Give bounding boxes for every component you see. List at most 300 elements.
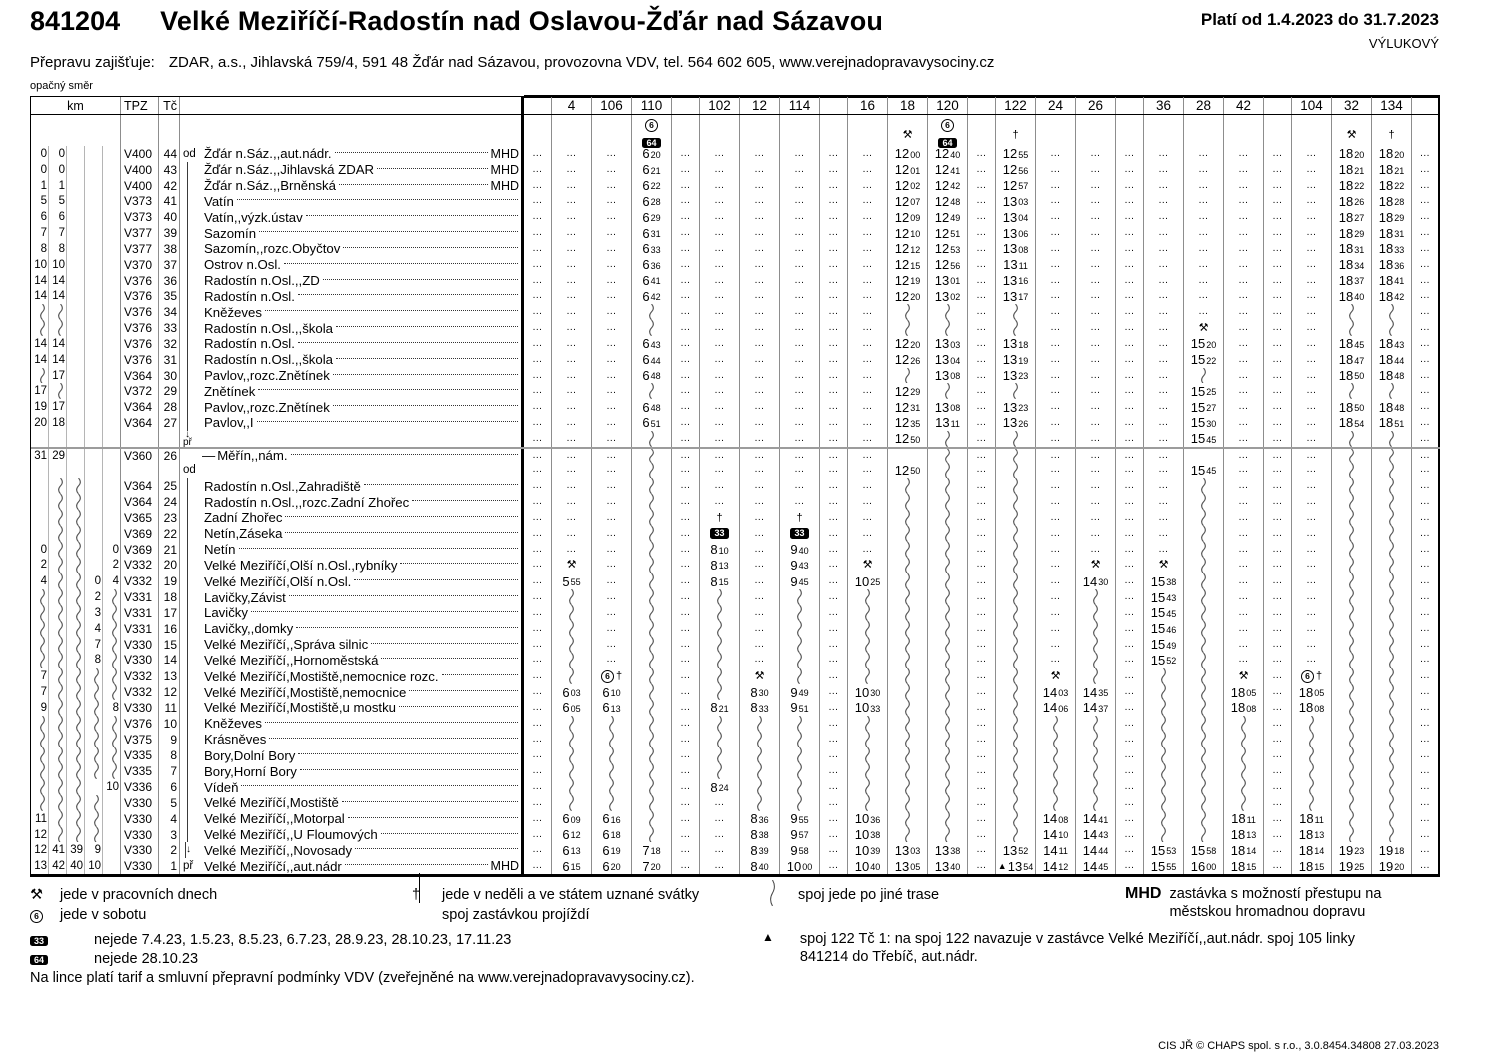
time-cell — [1224, 368, 1264, 384]
connection-number: 104 — [1292, 97, 1332, 114]
station-name: Pavlov,,rozc.Znětínek — [202, 399, 524, 415]
time-cell — [1372, 589, 1412, 605]
dotted-leader — [335, 152, 488, 153]
time-cell — [1116, 383, 1144, 399]
wave-icon — [1199, 589, 1208, 605]
wave-icon — [74, 827, 83, 843]
time-cell — [1224, 526, 1264, 542]
wave-icon — [647, 463, 656, 479]
time-value: 18 14 — [1298, 842, 1325, 858]
table-row — [31, 146, 1440, 162]
wave-icon — [903, 827, 912, 843]
wave-icon — [943, 621, 952, 637]
no-service-dots: ... — [680, 322, 691, 334]
no-service-dots: ... — [714, 480, 725, 492]
time-cell — [1224, 225, 1264, 241]
time-cell — [1332, 716, 1372, 732]
time-value: 18 15 — [1298, 858, 1325, 874]
km-cell: 0 — [49, 146, 67, 162]
time-cell — [552, 621, 592, 637]
time-cell — [1292, 589, 1332, 605]
no-service-dots: ... — [1050, 511, 1061, 523]
time-value: 19 20 — [1378, 858, 1405, 874]
no-service-dots: ... — [566, 543, 577, 555]
time-cell — [632, 383, 672, 399]
station-name: Žďár n.Sáz.,,Brněnská MHD — [202, 178, 524, 194]
time-cell — [1144, 368, 1184, 384]
time-cell — [740, 637, 780, 653]
no-service-dots: ... — [680, 274, 691, 286]
no-service-dots: ... — [532, 322, 543, 334]
time-cell — [996, 431, 1036, 447]
no-service-dots: ... — [828, 796, 839, 808]
time-cell — [592, 415, 632, 431]
km-cell — [103, 858, 121, 874]
km-cell — [31, 478, 49, 494]
time-cell — [968, 162, 996, 178]
no-service-dots: ... — [828, 147, 839, 159]
time-cell — [928, 747, 968, 763]
time-cell — [524, 399, 552, 415]
time-cell — [672, 494, 700, 510]
no-service-dots: ... — [1272, 575, 1283, 587]
no-service-dots: ... — [976, 749, 987, 761]
no-service-dots: ... — [532, 464, 543, 476]
no-service-dots: ... — [1050, 242, 1061, 254]
wave-icon — [56, 573, 65, 589]
no-service-dots: ... — [1090, 242, 1101, 254]
no-service-dots: ... — [1158, 322, 1169, 334]
wave-icon — [1011, 510, 1020, 526]
time-value: 18 21 — [1338, 162, 1365, 178]
wave-icon — [1199, 653, 1208, 669]
time-cell — [1372, 763, 1412, 779]
time-cell — [1332, 399, 1372, 415]
km-cell — [31, 368, 49, 384]
wave-icon — [1347, 811, 1356, 827]
time-cell — [1292, 368, 1332, 384]
marker-cell — [180, 653, 202, 669]
line-number: 841204 — [30, 6, 121, 36]
wave-icon — [1347, 700, 1356, 716]
time-cell — [1412, 273, 1440, 289]
legend-workdays: ⚒ jede v pracovních dnech — [30, 887, 218, 903]
time-cell — [1224, 449, 1264, 463]
no-service-dots: ... — [828, 211, 839, 223]
time-cell — [928, 494, 968, 510]
tpz-cell: V376 — [121, 304, 159, 320]
time-cell — [672, 368, 700, 384]
time-cell — [820, 241, 848, 257]
no-service-dots: ... — [566, 147, 577, 159]
no-service-dots: ... — [1420, 828, 1430, 840]
time-cell — [996, 383, 1036, 399]
no-service-dots: ... — [1050, 147, 1061, 159]
table-row — [31, 668, 1440, 684]
km-cell — [31, 605, 49, 621]
station-name: Lavičky — [202, 605, 524, 621]
km-cell: 14 — [49, 273, 67, 289]
km-cell — [103, 449, 121, 463]
dotted-leader — [258, 389, 518, 390]
wave-icon — [647, 478, 656, 494]
time-value: 9 40 — [790, 542, 809, 558]
wave-icon — [1307, 716, 1316, 732]
time-cell — [1332, 526, 1372, 542]
wave-icon — [38, 653, 47, 669]
no-service-dots: ... — [1090, 369, 1101, 381]
time-cell — [968, 352, 996, 368]
wave-icon — [38, 621, 47, 637]
wave-icon — [1199, 573, 1208, 589]
tpz-cell: V364 — [121, 494, 159, 510]
time-cell — [1264, 162, 1292, 178]
no-service-dots: ... — [828, 227, 839, 239]
time-cell — [1332, 795, 1372, 811]
time-cell — [1264, 858, 1292, 874]
time-cell — [848, 526, 888, 542]
km-cell — [103, 637, 121, 653]
time-cell — [1116, 273, 1144, 289]
wave-icon — [1091, 716, 1100, 732]
time-cell — [1264, 684, 1292, 700]
time-cell — [780, 637, 820, 653]
time-cell — [1412, 320, 1440, 336]
wave-icon — [110, 637, 119, 653]
no-service-dots: ... — [1272, 844, 1283, 856]
no-service-dots: ... — [532, 163, 543, 175]
no-service-dots: ... — [1420, 322, 1430, 334]
no-service-dots: ... — [1158, 480, 1169, 492]
time-cell — [1412, 747, 1440, 763]
time-cell — [780, 193, 820, 209]
no-service-dots: ... — [1158, 416, 1169, 428]
time-cell — [1184, 732, 1224, 748]
time-value: 15 38 — [1150, 573, 1177, 589]
time-cell — [1184, 589, 1224, 605]
no-service-dots: ... — [1306, 559, 1317, 571]
time-value: 6 44 — [642, 352, 661, 368]
table-row — [31, 716, 1440, 732]
time-cell — [1224, 605, 1264, 621]
km-cell — [103, 605, 121, 621]
km-cell — [103, 621, 121, 637]
time-cell — [1372, 368, 1412, 384]
time-cell — [1264, 383, 1292, 399]
time-cell — [672, 668, 700, 684]
no-service-dots: ... — [680, 179, 691, 191]
table-row — [31, 368, 1440, 384]
km-cell — [31, 463, 49, 479]
wave-icon — [943, 383, 952, 399]
km-cell — [49, 510, 67, 526]
time-cell — [1116, 449, 1144, 463]
km-cell — [67, 700, 85, 716]
no-service-dots: ... — [794, 242, 805, 254]
wave-icon — [1387, 431, 1396, 447]
time-cell — [1332, 573, 1372, 589]
no-service-dots: ... — [1124, 749, 1135, 761]
time-cell — [820, 193, 848, 209]
no-service-dots: ... — [714, 416, 725, 428]
no-service-dots: ... — [1090, 211, 1101, 223]
wave-icon — [647, 811, 656, 827]
time-cell — [996, 542, 1036, 558]
no-service-dots: ... — [976, 322, 987, 334]
note-64: 64 nejede 28.10.23 — [30, 949, 1439, 968]
time-cell — [888, 795, 928, 811]
no-service-dots: ... — [1272, 638, 1283, 650]
km-cell — [31, 653, 49, 669]
time-cell — [592, 193, 632, 209]
time-cell — [996, 320, 1036, 336]
time-value: 10 33 — [854, 700, 881, 716]
time-value: 13 03 — [934, 336, 961, 352]
wave-icon — [74, 763, 83, 779]
dotted-leader — [298, 294, 518, 295]
time-cell — [1224, 273, 1264, 289]
marker-cell — [180, 558, 202, 574]
km-cell — [85, 700, 103, 716]
table-row — [31, 241, 1440, 257]
table-row — [31, 842, 1440, 858]
no-service-dots: ... — [828, 701, 839, 713]
time-cell — [1412, 558, 1440, 574]
wave-icon — [1011, 605, 1020, 621]
time-cell — [592, 526, 632, 542]
route-arrow-stem — [187, 589, 188, 605]
time-cell — [1116, 811, 1144, 827]
no-service-dots: ... — [754, 638, 765, 650]
time-cell — [632, 637, 672, 653]
time-value: 13 18 — [1002, 336, 1029, 352]
time-cell — [1036, 827, 1076, 843]
no-service-dots: ... — [862, 464, 873, 476]
time-cell — [1372, 352, 1412, 368]
time-value: 9 45 — [790, 573, 809, 589]
no-service-dots: ... — [714, 369, 725, 381]
time-value: 12 35 — [894, 415, 921, 431]
time-cell — [524, 842, 552, 858]
time-cell — [1372, 684, 1412, 700]
time-cell — [996, 399, 1036, 415]
time-value: 6 42 — [642, 288, 661, 304]
no-service-dots: ... — [606, 591, 617, 603]
no-service-dots: ... — [1050, 322, 1061, 334]
no-service-dots: ... — [1420, 274, 1430, 286]
no-service-dots: ... — [566, 163, 577, 175]
km-cell — [67, 415, 85, 431]
no-service-dots: ... — [862, 416, 873, 428]
time-value: 14 12 — [1042, 858, 1069, 874]
no-service-dots: ... — [566, 195, 577, 207]
no-service-dots: ... — [1420, 179, 1430, 191]
wave-icon — [567, 589, 576, 605]
time-cell — [1144, 858, 1184, 874]
wave-icon — [1011, 621, 1020, 637]
time-value: 13 08 — [1002, 241, 1029, 257]
time-cell — [888, 336, 928, 352]
time-cell — [1224, 146, 1264, 162]
marker-cell — [180, 336, 202, 352]
no-service-dots: ... — [1124, 559, 1135, 571]
time-cell — [1076, 494, 1116, 510]
no-service-dots: ... — [1272, 385, 1283, 397]
no-service-dots: ... — [1050, 337, 1061, 349]
time-value: 8 15 — [710, 573, 729, 589]
table-row — [31, 763, 1440, 779]
validity-note: VÝLUKOVÝ — [1368, 36, 1439, 51]
time-cell — [1116, 684, 1144, 700]
table-row — [31, 463, 1440, 479]
wave-icon — [38, 320, 47, 336]
km-cell: 5 — [31, 193, 49, 209]
km-cell — [49, 763, 67, 779]
time-cell — [1264, 542, 1292, 558]
no-service-dots: ... — [1158, 496, 1169, 508]
time-cell — [968, 858, 996, 874]
km-cell: 42 — [49, 858, 67, 874]
time-cell — [1224, 463, 1264, 479]
time-cell — [1332, 320, 1372, 336]
dotted-leader — [265, 722, 518, 723]
km-cell: 14 — [31, 336, 49, 352]
time-cell — [632, 684, 672, 700]
no-service-dots: ... — [1272, 416, 1283, 428]
tpz-cell: V377 — [121, 241, 159, 257]
no-service-dots: ... — [714, 163, 725, 175]
table-row — [31, 257, 1440, 273]
no-service-dots: ... — [976, 337, 987, 349]
no-service-dots: ... — [714, 449, 725, 461]
tpz-cell: V369 — [121, 542, 159, 558]
marker-cell — [180, 827, 202, 843]
wave-icon — [863, 779, 872, 795]
wave-icon — [1387, 494, 1396, 510]
time-cell — [672, 431, 700, 447]
station-name: Vídeň — [202, 779, 524, 795]
time-value: 9 55 — [790, 811, 809, 827]
time-cell — [1372, 573, 1412, 589]
km-cell — [67, 605, 85, 621]
no-service-dots: ... — [794, 211, 805, 223]
time-cell — [740, 858, 780, 874]
no-service-dots: ... — [1124, 781, 1135, 793]
wave-icon — [1347, 779, 1356, 795]
no-service-dots: ... — [1420, 812, 1430, 824]
table-row — [31, 637, 1440, 653]
no-service-dots: ... — [566, 449, 577, 461]
no-service-dots: ... — [1420, 606, 1430, 618]
time-cell — [820, 225, 848, 241]
no-service-dots: ... — [1272, 670, 1283, 682]
km-cell — [49, 558, 67, 574]
no-service-dots: ... — [1420, 464, 1430, 476]
time-cell — [1184, 747, 1224, 763]
time-value: 18 20 — [1338, 146, 1365, 162]
no-service-dots: ... — [566, 369, 577, 381]
time-cell — [1412, 510, 1440, 526]
wave-icon — [1159, 700, 1168, 716]
no-service-dots: ... — [606, 179, 617, 191]
time-cell — [848, 431, 888, 447]
wave-icon — [1199, 510, 1208, 526]
time-cell — [632, 209, 672, 225]
dotted-leader — [257, 421, 518, 422]
no-service-dots: ... — [1050, 211, 1061, 223]
no-service-dots: ... — [680, 844, 691, 856]
no-service-dots: ... — [566, 416, 577, 428]
wave-icon — [1347, 605, 1356, 621]
km-cell — [85, 827, 103, 843]
time-cell — [672, 653, 700, 669]
no-service-dots: ... — [1090, 385, 1101, 397]
time-cell — [928, 146, 968, 162]
no-service-dots: ... — [1198, 211, 1209, 223]
no-service-dots: ... — [566, 274, 577, 286]
km-cell: 29 — [49, 449, 67, 463]
time-value: 12 42 — [934, 178, 961, 194]
km-cell — [103, 225, 121, 241]
wave-icon — [903, 478, 912, 494]
km-cell — [67, 589, 85, 605]
time-cell — [1144, 573, 1184, 589]
no-service-dots: ... — [754, 290, 765, 302]
wave-icon — [56, 795, 65, 811]
connection-number: 36 — [1144, 97, 1184, 114]
no-service-dots: ... — [1124, 227, 1135, 239]
no-service-dots: ... — [976, 622, 987, 634]
no-service-dots: ... — [1272, 147, 1283, 159]
hammer-pick-icon: ⚒ — [862, 559, 873, 572]
connection-number: 16 — [848, 97, 888, 114]
no-service-dots: ... — [1306, 591, 1317, 603]
no-service-dots: ... — [1420, 575, 1430, 587]
time-cell — [820, 463, 848, 479]
time-cell — [996, 700, 1036, 716]
no-service-dots: ... — [1124, 163, 1135, 175]
time-cell — [700, 320, 740, 336]
time-cell — [740, 827, 780, 843]
tc-cell: 25 — [159, 478, 180, 494]
time-cell — [740, 747, 780, 763]
no-service-dots: ... — [754, 227, 765, 239]
time-cell — [1412, 336, 1440, 352]
dotted-leader — [442, 674, 518, 675]
time-cell — [1036, 431, 1076, 447]
wave-icon — [943, 573, 952, 589]
time-cell — [632, 732, 672, 748]
time-cell — [780, 621, 820, 637]
no-service-dots: ... — [532, 686, 543, 698]
time-cell — [524, 763, 552, 779]
dotted-leader — [285, 516, 518, 517]
time-cell — [672, 747, 700, 763]
time-cell — [928, 811, 968, 827]
time-cell — [1036, 684, 1076, 700]
no-service-dots: ... — [1238, 496, 1249, 508]
dotted-leader — [285, 532, 518, 533]
route-arrow-stem — [187, 336, 188, 352]
circled-six-icon: 6 — [645, 119, 658, 132]
time-cell — [524, 779, 552, 795]
no-service-dots: ... — [1272, 179, 1283, 191]
time-cell — [820, 526, 848, 542]
no-service-dots: ... — [1124, 828, 1135, 840]
time-cell — [700, 732, 740, 748]
time-value: 12 29 — [894, 383, 921, 399]
wave-icon — [1011, 304, 1020, 320]
